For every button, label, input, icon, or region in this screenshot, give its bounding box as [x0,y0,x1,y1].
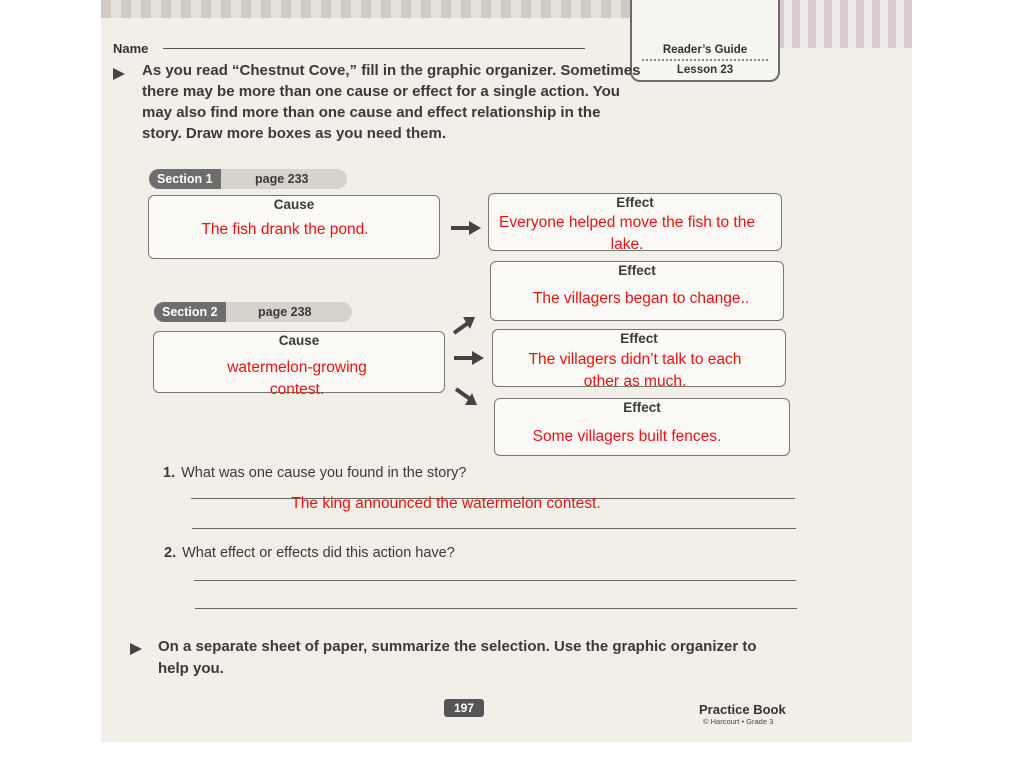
answer-line [195,608,797,609]
effect-heading: Effect [616,195,654,210]
section-2-pill [154,302,352,322]
book-title: Practice Book [699,702,786,717]
section-2-effect-answer-2[interactable]: Some villagers built fences. [532,428,722,445]
question-1-text: What was one cause you found in the story? [181,465,467,481]
effect-heading: Effect [623,400,661,415]
answer-line [192,528,796,529]
section-1-effect-answer-1[interactable]: Everyone helped move the fish to the lake. [499,214,755,253]
section-1-effect-answer-2[interactable]: The villagers began to change.. [532,290,750,307]
section-1-cause-answer[interactable]: The fish drank the pond. [201,221,369,238]
section-2-cause-answer[interactable]: watermelon-growing contest. [227,359,367,398]
question-2-text: What effect or effects did this action have? [182,545,455,561]
publisher-credit: © Harcourt • Grade 3 [703,717,774,726]
section-1-label: Section 1 [149,169,221,189]
intro-instructions: As you read “Chestnut Cove,” fill in the graphic organizer. Sometimes there may be more than one cause or effect for a single action. You may also find more than one cause and effect relationship in the story. Draw more boxes as you need them. [142,62,641,142]
tab-title: Reader’s Guide [662,44,748,56]
cause-heading: Cause [278,333,320,348]
cause-heading: Cause [273,197,315,212]
section-1-page: page 233 [255,172,309,186]
name-label: Name [113,41,149,56]
pointer-icon [113,68,125,80]
question-1 [163,465,466,481]
answer-line [194,580,796,581]
tab-divider [642,59,768,61]
tab-lesson: Lesson 23 [676,64,734,76]
question-1-answer[interactable]: The king announced the watermelon contest. [291,495,601,512]
name-line [163,48,585,49]
worksheet-page [101,0,912,742]
right-arrow-icon [449,219,483,237]
section-2-effect-answer-1[interactable]: The villagers didn’t talk to each other as much. [528,351,742,390]
question-2 [164,545,455,561]
section-2-label: Section 2 [154,302,226,322]
question-2-number: 2. [164,545,177,561]
section-1-pill [149,169,347,189]
effect-heading: Effect [620,331,658,346]
effect-heading: Effect [618,263,656,278]
pointer-icon [130,643,142,655]
decorative-stripes [776,0,912,48]
down-right-arrow-icon [453,386,479,408]
right-arrow-icon [452,349,486,367]
readers-guide-tab [630,0,780,82]
up-right-arrow-icon [451,314,477,336]
section-2-page: page 238 [258,305,312,319]
question-1-number: 1. [163,465,176,481]
summary-instruction: On a separate sheet of paper, summarize the selection. Use the graphic organizer to help you. [158,638,757,677]
page-number: 197 [444,699,484,717]
